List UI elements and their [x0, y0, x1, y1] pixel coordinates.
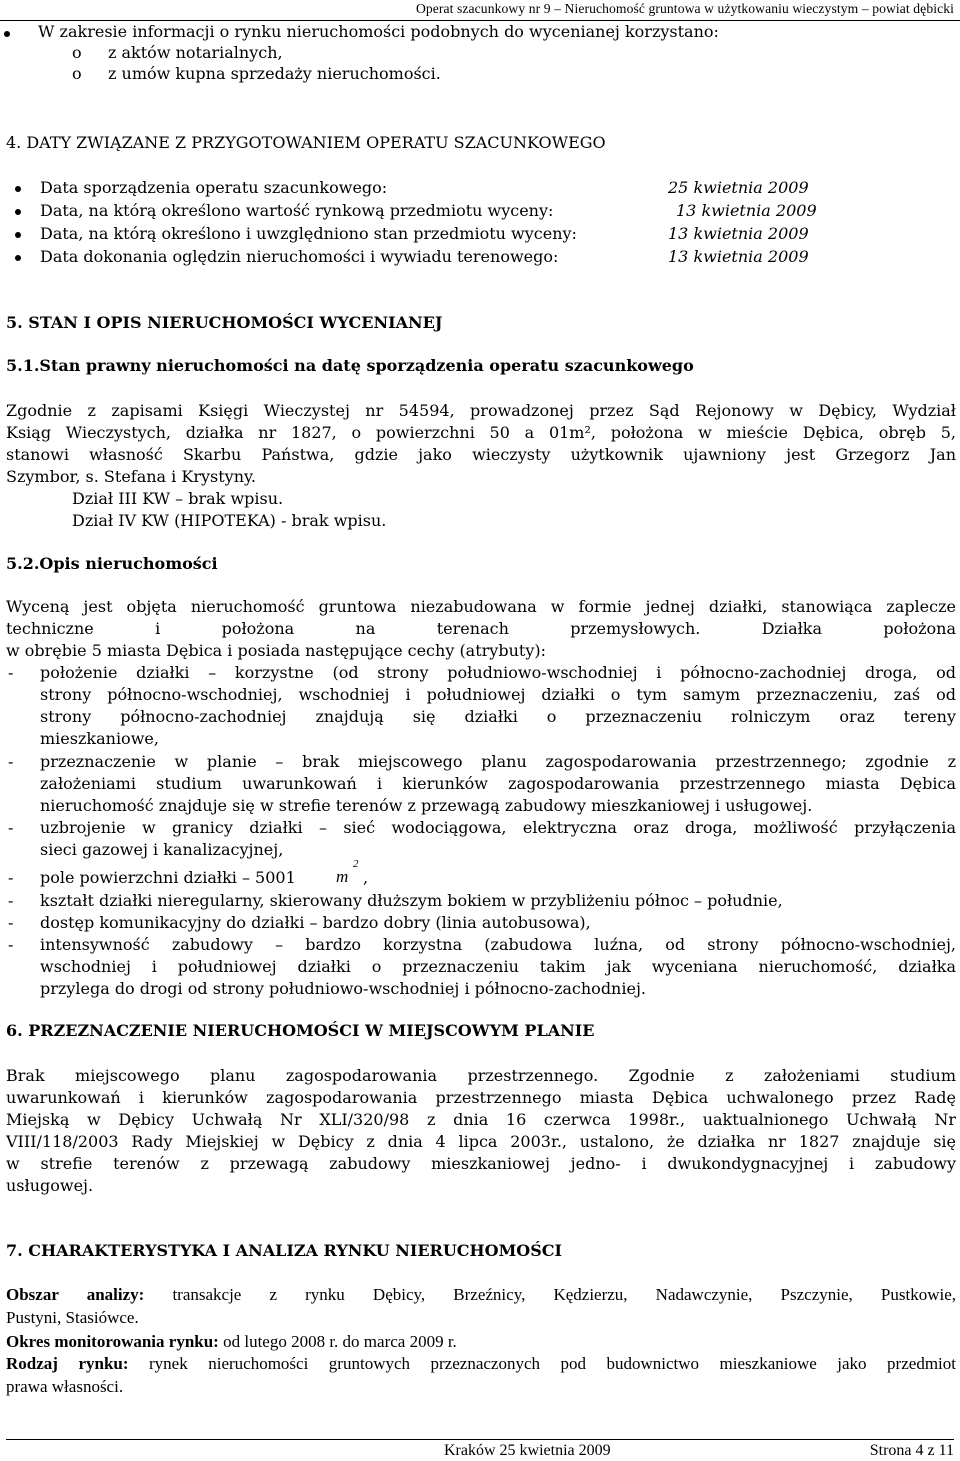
feature-line: kształt działki nieregularny, skierowany dłuższym bokiem w przybliżeniu północ – południe,	[40, 891, 783, 910]
feature-line: położenie działki – korzystne (od strony południowo-wschodniej i północno-zachodniej droga, od	[40, 663, 956, 682]
list-dash: -	[8, 935, 14, 954]
feature-line: pole powierzchni działki – 5001	[40, 868, 296, 887]
date-value: 13 kwietnia 2009	[668, 247, 809, 266]
paragraph-line: Wyceną jest objęta nieruchomość gruntowa niezabudowana w formie jednej działki, stanowiąca zaplecze	[6, 597, 956, 616]
bullet-icon	[4, 31, 10, 37]
list-dash: -	[8, 663, 14, 682]
analysis-area-label: Obszar analizy:	[6, 1285, 145, 1304]
feature-line: strony północno-wschodniej, wschodniej i południowej działki o tym samym przeznaczeniu, zaś od	[40, 685, 956, 704]
paragraph-line: Miejską w Dębicy Uchwałą Nr XLI/320/98 z dnia 16 czerwca 1998r., uaktualnionego Uchwałą Nr	[6, 1110, 956, 1129]
feature-line: intensywność zabudowy – bardzo korzystna (zabudowa luźna, od strony północno-wschodniej,	[40, 935, 956, 954]
unit-comma: ,	[363, 868, 369, 887]
date-label: Data, na którą określono i uwzględniono stan przedmiotu wyceny:	[40, 224, 577, 243]
unit-m: m	[336, 867, 349, 886]
feature-line: dostęp komunikacyjny do działki – bardzo dobry (linia autobusowa),	[40, 913, 591, 932]
intro-item-marker: o	[72, 64, 82, 83]
feature-line: sieci gazowej i kanalizacyjnej,	[40, 840, 284, 859]
date-value: 25 kwietnia 2009	[668, 178, 809, 197]
feature-line: strony północno-zachodniej znajdują się działki o przeznaczeniu rolniczym oraz tereny	[40, 707, 956, 726]
period-text: od lutego 2008 r. do marca 2009 r.	[218, 1332, 457, 1351]
paragraph-line: w strefie terenów z przewagą zabudowy mieszkaniowej jedno- i dwukondygnacyjnej i zabudowy	[6, 1154, 956, 1173]
period-label: Okres monitorowania rynku:	[6, 1332, 219, 1351]
analysis-area-text-cont: Pustyni, Stasiówce.	[6, 1308, 139, 1327]
analysis-area-line	[6, 1285, 956, 1305]
market-type-text-cont: prawa własności.	[6, 1377, 124, 1396]
list-dash: -	[8, 913, 14, 932]
bullet-icon	[15, 255, 21, 261]
paragraph-line: VIII/118/2003 Rady Miejskiej w Dębicy z dnia 4 lipca 2003r., ustalono, że działka nr 1827 znajduje się	[6, 1132, 956, 1151]
market-type-label: Rodzaj rynku:	[6, 1354, 129, 1373]
list-dash: -	[8, 752, 14, 771]
market-type-text: rynek nieruchomości gruntowych przeznaczonych pod budownictwo mieszkaniowe jako przedmiot	[128, 1354, 956, 1373]
paragraph-line: usługowej.	[6, 1176, 94, 1195]
header-text: Operat szacunkowy nr 9 – Nieruchomość gruntowa w użytkowaniu wieczystym – powiat dębicki	[415, 1, 954, 16]
intro-item-marker: o	[72, 43, 82, 62]
page-header	[0, 0, 960, 21]
section-7-title: 7. CHARAKTERYSTYKA I ANALIZA RYNKU NIERUCHOMOŚCI	[6, 1241, 562, 1260]
feature-line: nieruchomość znajduje się w strefie terenów z przewagą zabudowy mieszkaniowej i usługowej.	[40, 796, 813, 815]
feature-line: założeniami studium uwarunkowań i kierunków zagospodarowania przestrzennego miasta Dębica	[40, 774, 956, 793]
intro-item: z umów kupna sprzedaży nieruchomości.	[108, 64, 441, 83]
market-type-line	[6, 1354, 956, 1374]
date-label: Data sporządzenia operatu szacunkowego:	[40, 178, 388, 197]
date-value: 13 kwietnia 2009	[668, 224, 809, 243]
unit-exponent: 2	[353, 858, 359, 870]
date-label: Data dokonania oględzin nieruchomości i wywiadu terenowego:	[40, 247, 559, 266]
list-dash: -	[8, 818, 14, 837]
paragraph-line: Brak miejscowego planu zagospodarowania przestrzennego. Zgodnie z założeniami studium	[6, 1066, 956, 1085]
section-6-title: 6. PRZEZNACZENIE NIERUCHOMOŚCI W MIEJSCOWYM PLANIE	[6, 1021, 595, 1040]
feature-line: przylega do drogi od strony południowo-wschodniej i północno-zachodniej.	[40, 979, 646, 998]
list-dash: -	[8, 868, 14, 887]
period-line	[6, 1332, 457, 1352]
section-4-title: 4. DATY ZWIĄZANE Z PRZYGOTOWANIEM OPERATU SZACUNKOWEGO	[6, 133, 606, 152]
intro-item: z aktów notarialnych,	[108, 43, 283, 62]
bullet-icon	[15, 209, 21, 215]
list-dash: -	[8, 891, 14, 910]
footer-page-number: Strona 4 z 11	[869, 1442, 954, 1459]
paragraph-line: Ksiąg Wieczystych, działka nr 1827, o powierzchni 50 a 01m², położona w mieście Dębica, obręb 5,	[6, 423, 956, 442]
kw-line: Dział III KW – brak wpisu.	[72, 489, 284, 508]
intro-line: W zakresie informacji o rynku nieruchomości podobnych do wycenianej korzystano:	[38, 22, 719, 41]
feature-line: przeznaczenie w planie – brak miejscowego planu zagospodarowania przestrzennego; zgodnie z	[40, 752, 956, 771]
analysis-area-text: transakcje z rynku Dębicy, Brzeźnicy, Kędzierzu, Nadawczynie, Pszczynie, Pustkowie,	[144, 1285, 956, 1304]
paragraph-line: w obrębie 5 miasta Dębica i posiada następujące cechy (atrybuty):	[6, 641, 546, 660]
bullet-icon	[15, 232, 21, 238]
paragraph-line: techniczne i położona na terenach przemysłowych. Działka położona	[6, 619, 956, 638]
paragraph-line: Zgodnie z zapisami Księgi Wieczystej nr 54594, prowadzonej przez Sąd Rejonowy w Dębicy, Wydział	[6, 401, 956, 420]
date-label: Data, na którą określono wartość rynkową przedmiotu wyceny:	[40, 201, 554, 220]
paragraph-line: uwarunkowań i kierunków zagospodarowania przestrzennego miasta Dębica uchwalonego przez Radę	[6, 1088, 956, 1107]
paragraph-line: Szymbor, s. Stefana i Krystyny.	[6, 467, 256, 486]
bullet-icon	[15, 186, 21, 192]
feature-line: mieszkaniowe,	[40, 729, 159, 748]
section-5-1-title: 5.1.Stan prawny nieruchomości na datę sporządzenia operatu szacunkowego	[6, 356, 694, 375]
date-value: 13 kwietnia 2009	[676, 201, 817, 220]
paragraph-line: stanowi własność Skarbu Państwa, gdzie jako wieczysty użytkownik ujawniony jest Grzegorz Jan	[6, 445, 956, 464]
kw-line: Dział IV KW (HIPOTEKA) - brak wpisu.	[72, 511, 387, 530]
feature-line: wschodniej i południowej działki o przeznaczeniu takim jak wyceniana nieruchomość, działka	[40, 957, 956, 976]
footer-place-date: Kraków 25 kwietnia 2009	[444, 1442, 611, 1459]
feature-line: uzbrojenie w granicy działki – sieć wodociągowa, elektryczna oraz droga, możliwość przyłączenia	[40, 818, 956, 837]
section-5-title: 5. STAN I OPIS NIERUCHOMOŚCI WYCENIANEJ	[6, 313, 443, 332]
section-5-2-title: 5.2.Opis nieruchomości	[6, 554, 218, 573]
footer-rule	[6, 1439, 954, 1440]
